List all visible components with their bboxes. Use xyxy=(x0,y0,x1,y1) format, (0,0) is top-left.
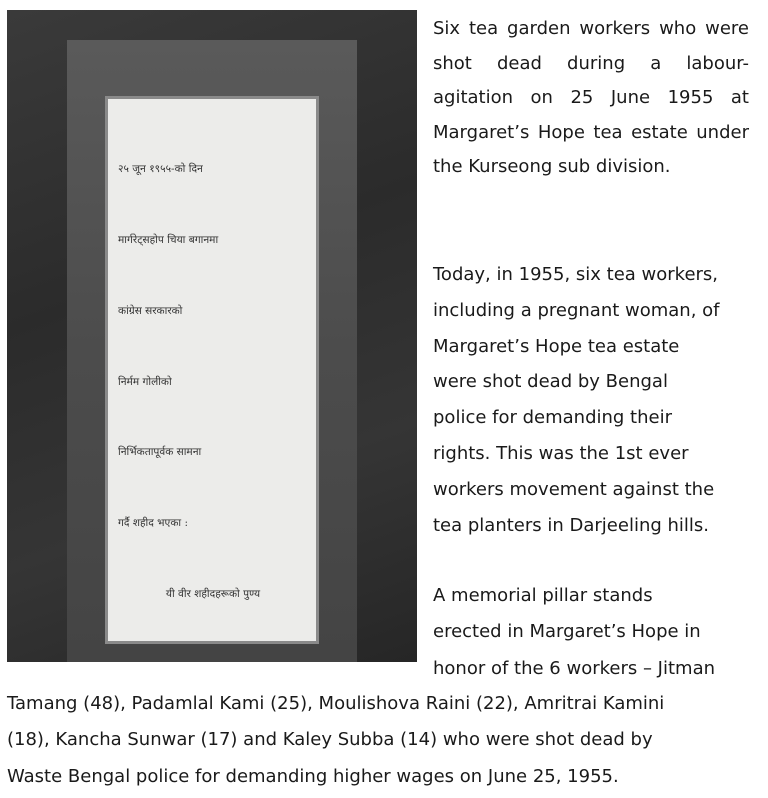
text-line: police for demanding their xyxy=(433,407,673,429)
text-line: Tamang (48), Padamlal Kami (25), Moulishova Raini (22), Amritrai Kamini xyxy=(7,693,665,714)
memorial-pillar-photo xyxy=(7,10,417,662)
text-line: including a pregnant woman, of xyxy=(433,299,720,321)
text-line: tea planters in Darjeeling hills. xyxy=(433,514,710,536)
text-line: workers movement against the xyxy=(433,478,715,500)
text-line: honor of the 6 workers – Jitman xyxy=(433,657,716,679)
text-line: rights. This was the 1st ever xyxy=(433,442,689,464)
inscription-line: गर्दै शहीद भएका : xyxy=(118,517,189,530)
text-line: erected in Margaret’s Hope in xyxy=(433,621,701,643)
inscription-line: मार्गरेट्सहोप चिया बगानमा xyxy=(118,233,219,246)
paragraph-history xyxy=(433,257,749,543)
paragraph-memorial xyxy=(433,578,763,687)
paragraph-intro: Six tea garden workers who were shot dead during a labour-agitation on 25 June 1955 at Margaret’s Hope tea estate under the Kurseong sub division. xyxy=(433,18,749,177)
paragraph-memorial-continued xyxy=(7,686,762,795)
inscription-line: निर्मम गोलीको xyxy=(118,375,172,388)
text-line: were shot dead by Bengal xyxy=(433,371,668,393)
inscription-line: कांग्रेस सरकारको xyxy=(118,304,183,317)
text-line: Today, in 1955, six tea workers, xyxy=(433,264,719,285)
inscription-tablet xyxy=(105,96,319,644)
text-line: Margaret’s Hope tea estate xyxy=(433,335,680,357)
text-line: (18), Kancha Sunwar (17) and Kaley Subba (14) who were shot dead by xyxy=(7,729,653,751)
text-line: Waste Bengal police for demanding higher wages on June 25, 1955. xyxy=(7,765,619,787)
text-line: A memorial pillar stands xyxy=(433,585,653,606)
inscription-line: यी वीर शहीदहरूको पुण्य xyxy=(165,587,261,600)
inscription-line: निर्भिकतापूर्वक सामना xyxy=(118,446,202,459)
inscription-line: २५ जून १९५५-को दिन xyxy=(118,163,203,176)
